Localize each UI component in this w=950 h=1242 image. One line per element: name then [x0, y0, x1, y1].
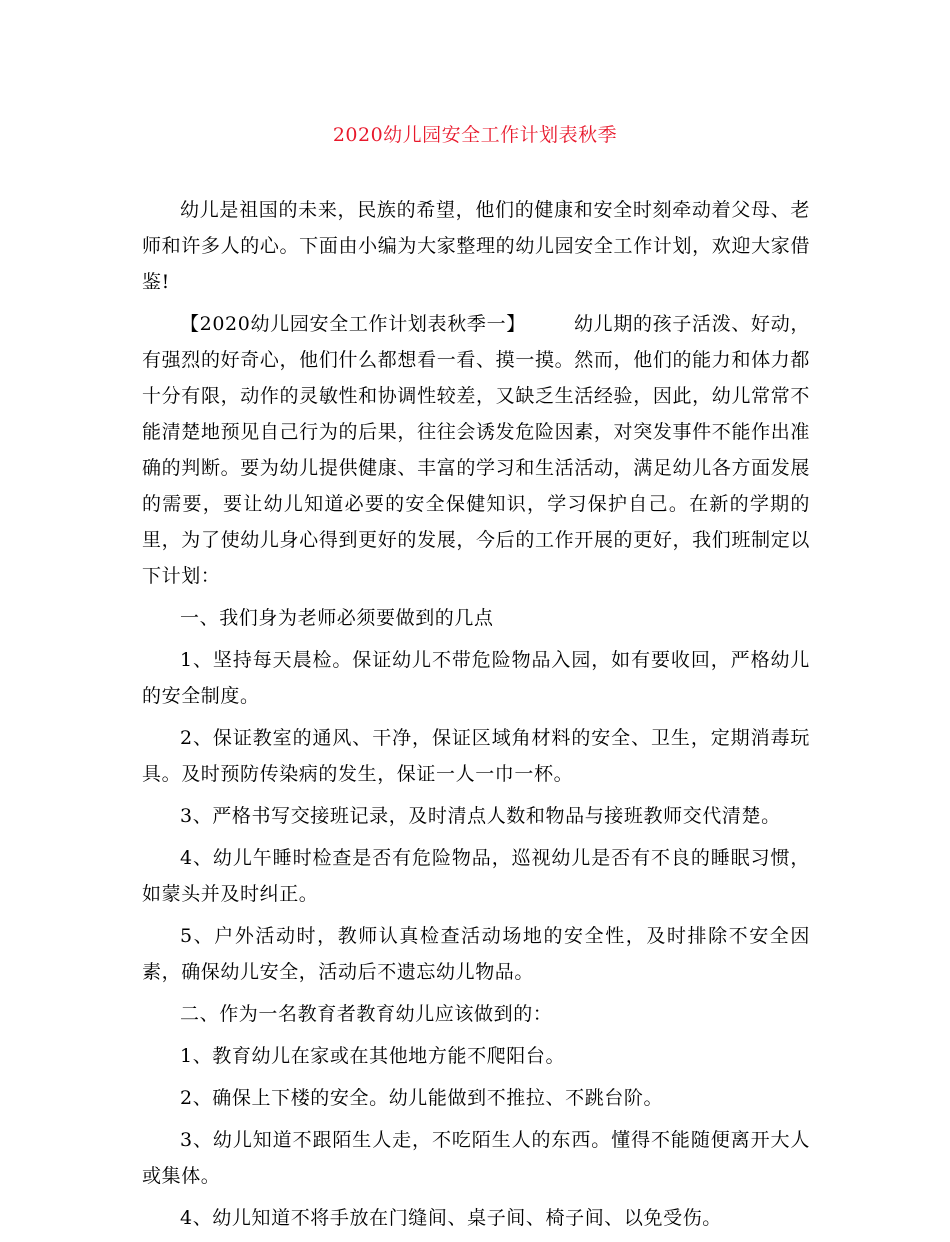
section-heading-2: 二、作为一名教育者教育幼儿应该做到的：	[180, 1003, 553, 1025]
list-item: 4、幼儿午睡时检查是否有危险物品，巡视幼儿是否有不良的睡眠习惯，如蒙头并及时纠正。	[142, 847, 810, 905]
paragraph-main-text: 幼儿期的孩子活泼、好动，有强烈的好奇心，他们什么都想看一看、摸一摸。然而，他们的能力和体力都十分有限，动作的灵敏性和协调性较差，又缺乏生活经验，因此，幼儿常常不能清楚地预见自己行为的后果，往往会诱发危险因素，对突发事件不能作出准确的判断。要为幼儿提供健康、丰富的学习和生活活动，满足幼儿各方面发展的需要，要让幼儿知道必要的安全保健知识，学习保护自己。在新的学期的里，为了使幼儿身心得到更好的发展，今后的工作开展的更好，我们班制定以下计划：	[142, 313, 810, 587]
list-item: 4、幼儿知道不将手放在门缝间、桌子间、椅子间、以免受伤。	[180, 1207, 722, 1229]
list-item: 3、严格书写交接班记录，及时清点人数和物品与接班教师交代清楚。	[180, 805, 781, 827]
list-item: 3、幼儿知道不跟陌生人走，不吃陌生人的东西。懂得不能随便离开大人或集体。	[142, 1129, 810, 1187]
paragraph-intro: 幼儿是祖国的未来，民族的希望，他们的健康和安全时刻牵动着父母、老师和许多人的心。下面由小编为大家整理的幼儿园安全工作计划，欢迎大家借鉴!	[142, 199, 810, 293]
section-heading-1: 一、我们身为老师必须要做到的几点	[180, 607, 494, 629]
list-item: 1、坚持每天晨检。保证幼儿不带危险物品入园，如有要收回，严格幼儿的安全制度。	[142, 649, 810, 707]
list-item: 5、户外活动时，教师认真检查活动场地的安全性，及时排除不安全因素，确保幼儿安全，活动后不遗忘幼儿物品。	[142, 925, 810, 983]
paragraph-main	[142, 306, 810, 594]
list-item: 2、确保上下楼的安全。幼儿能做到不推拉、不跳台阶。	[180, 1087, 664, 1109]
section-heading-bracket: 【2020幼儿园安全工作计划表秋季一】	[180, 313, 526, 335]
list-item: 2、保证教室的通风、干净，保证区域角材料的安全、卫生，定期消毒玩具。及时预防传染病的发生，保证一人一巾一杯。	[142, 727, 810, 785]
document-body	[142, 192, 810, 1242]
document-title: 2020幼儿园安全工作计划表秋季	[332, 124, 618, 146]
list-item: 1、教育幼儿在家或在其他地方能不爬阳台。	[180, 1045, 566, 1067]
